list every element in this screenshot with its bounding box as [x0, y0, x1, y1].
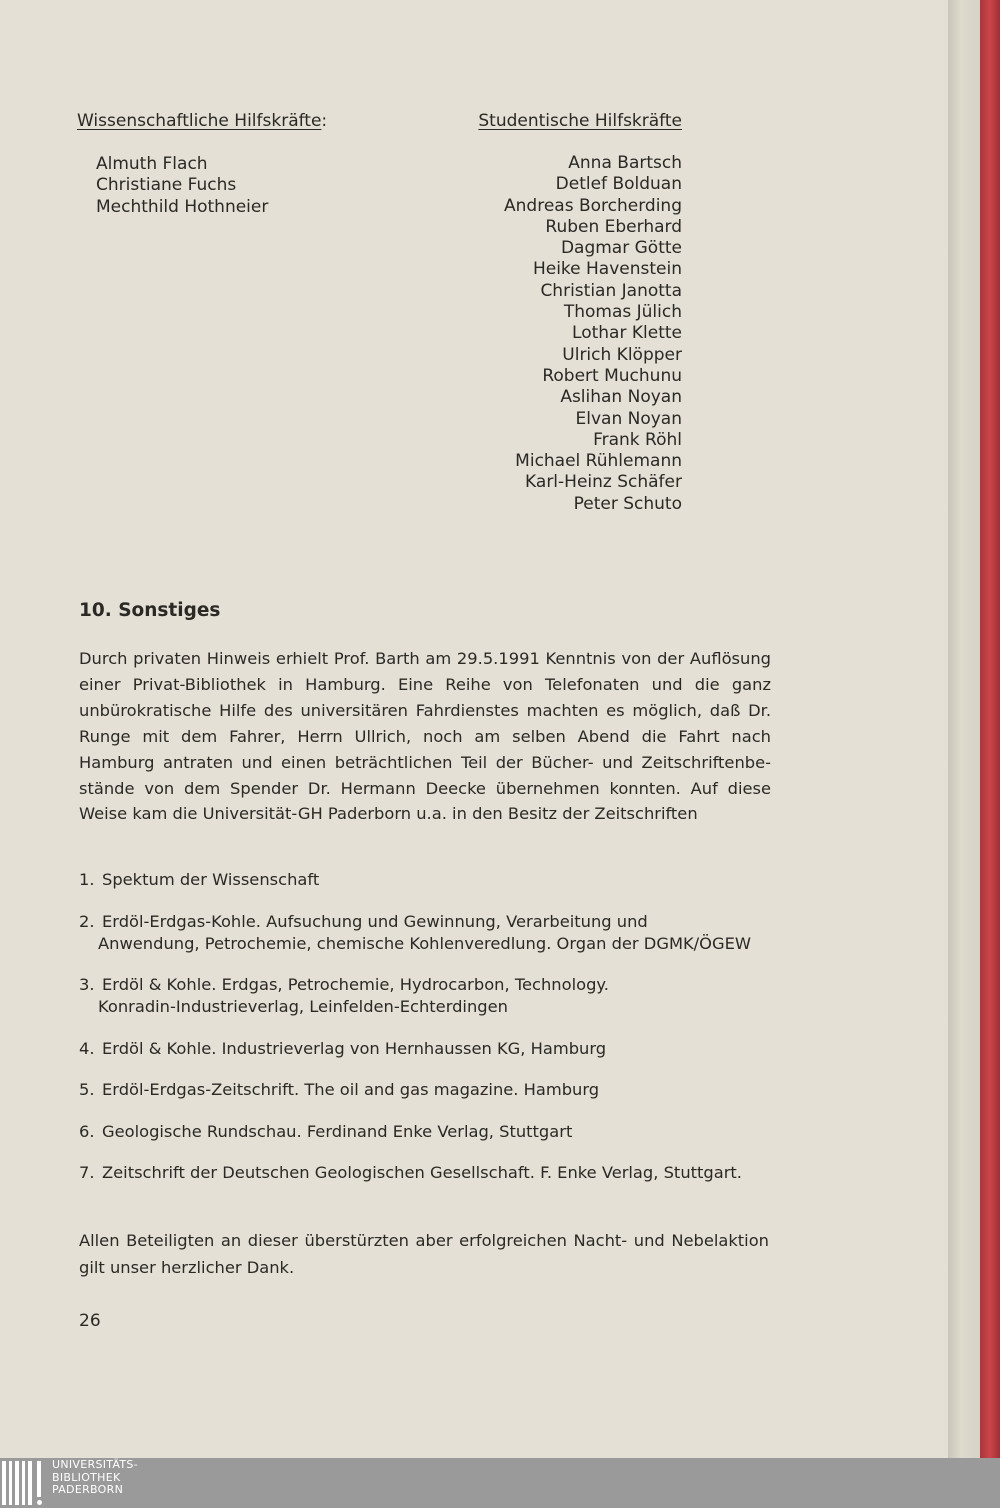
list-item: Detlef Bolduan	[555, 174, 682, 195]
list-item: Elvan Noyan	[575, 408, 682, 429]
paragraph-thanks: Allen Beteiligten an dieser überstürzten aber erfolgreichen Nacht- und Nebelaktion gilt unser herzlicher Dank.	[79, 1231, 769, 1277]
list-text: Erdöl-Erdgas-Zeitschrift. The oil and gas magazine. Hamburg	[102, 1080, 600, 1099]
list-number: 3.	[79, 975, 95, 994]
list-text: Erdöl-Erdgas-Kohle. Aufsuchung und Gewinnung, Verarbeitung und	[102, 912, 648, 931]
list-item: Frank Röhl	[593, 429, 682, 450]
list-text: Erdöl & Kohle. Erdgas, Petrochemie, Hydrocarbon, Technology.	[102, 975, 609, 994]
list-item: Karl-Heinz Schäfer	[525, 472, 682, 493]
list-item: Almuth Flach	[96, 154, 208, 174]
list-number: 4.	[79, 1039, 95, 1058]
list-item: Ruben Eberhard	[545, 216, 682, 237]
list-item: Michael Rühlemann	[515, 451, 682, 472]
library-footer	[0, 1458, 1000, 1508]
book-cover-edge	[980, 0, 1000, 1458]
library-logo-icon	[0, 1461, 48, 1505]
list-item: Aslihan Noyan	[560, 387, 682, 408]
list-number: 6.	[79, 1122, 95, 1141]
list-item: Christiane Fuchs	[96, 175, 237, 196]
library-name	[52, 1459, 138, 1497]
list-number: 5.	[79, 1080, 95, 1099]
left-heading-text: Wissenschaftliche Hilfskräfte	[77, 111, 322, 131]
journal-list-item	[79, 974, 609, 1017]
library-name-line: UNIVERSITÄTS-	[52, 1458, 138, 1471]
list-item: Anna Bartsch	[568, 153, 682, 173]
list-text: Geologische Rundschau. Ferdinand Enke Verlag, Stuttgart	[102, 1122, 573, 1141]
list-item: Robert Muchunu	[542, 365, 682, 386]
list-item: Mechthild Hothneier	[96, 196, 269, 217]
section-title: 10. Sonstiges	[79, 600, 221, 621]
list-item: Lothar Klette	[572, 323, 682, 344]
right-heading: Studentische Hilfskräfte	[478, 111, 682, 131]
journal-list-item	[79, 1079, 599, 1101]
left-heading-colon: :	[321, 111, 328, 131]
list-text: Zeitschrift der Deutschen Geologischen Gesellschaft. F. Enke Verlag, Stuttgart.	[102, 1163, 742, 1182]
journal-list-item	[79, 1038, 606, 1060]
journal-list-item	[79, 869, 319, 891]
library-name-line: BIBLIOTHEK	[52, 1470, 121, 1484]
left-heading	[77, 111, 327, 132]
list-item: Thomas Jülich	[563, 302, 682, 323]
list-text-continued: Anwendung, Petrochemie, chemische Kohlenveredlung. Organ der DGMK/ÖGEW	[98, 933, 751, 953]
library-name-line: PADERBORN	[52, 1483, 124, 1496]
right-name-list	[440, 153, 682, 515]
journal-list-item	[79, 911, 751, 954]
list-text: Spektum der Wissenschaft	[102, 870, 320, 889]
page-edge-shadow	[948, 0, 980, 1458]
page-number: 26	[79, 1311, 101, 1331]
journal-list-item	[79, 1162, 742, 1184]
list-item: Andreas Borcherding	[504, 195, 682, 216]
list-number: 7.	[79, 1163, 95, 1182]
list-text-continued: Konradin-Industrieverlag, Leinfelden-Echterdingen	[98, 996, 508, 1016]
list-item: Christian Janotta	[540, 280, 682, 301]
left-name-list	[96, 154, 268, 218]
paragraph-intro: Durch privaten Hinweis erhielt Prof. Barth am 29.5.1991 Kenntnis von der Auflösung einer Privat-Bibliothek in Hamburg. Eine Reihe von Telefonaten und die ganz unbürokratische Hilfe des universitären Fahrdienstes machten es möglich, daß Dr. Runge mit dem Fahrer, Herrn Ullrich, noch am selben Abend die Fahrt nach Hamburg antraten und einen beträchtlichen Teil der Bücher- und Zeitschriftenbestände von dem Spender Dr. Hermann Deecke übernehmen konnten. Auf diese Weise kam die Universität-GH Paderborn u.a. in den Besitz der Zeitschriften	[79, 649, 771, 824]
list-number: 1.	[79, 870, 95, 889]
journal-list-item	[79, 1121, 572, 1143]
list-item: Heike Havenstein	[532, 259, 682, 280]
list-item: Ulrich Klöpper	[562, 344, 682, 365]
list-item: Dagmar Götte	[560, 238, 682, 259]
list-number: 2.	[79, 912, 95, 931]
list-text: Erdöl & Kohle. Industrieverlag von Hernhaussen KG, Hamburg	[102, 1039, 607, 1058]
list-item: Peter Schuto	[573, 493, 682, 514]
